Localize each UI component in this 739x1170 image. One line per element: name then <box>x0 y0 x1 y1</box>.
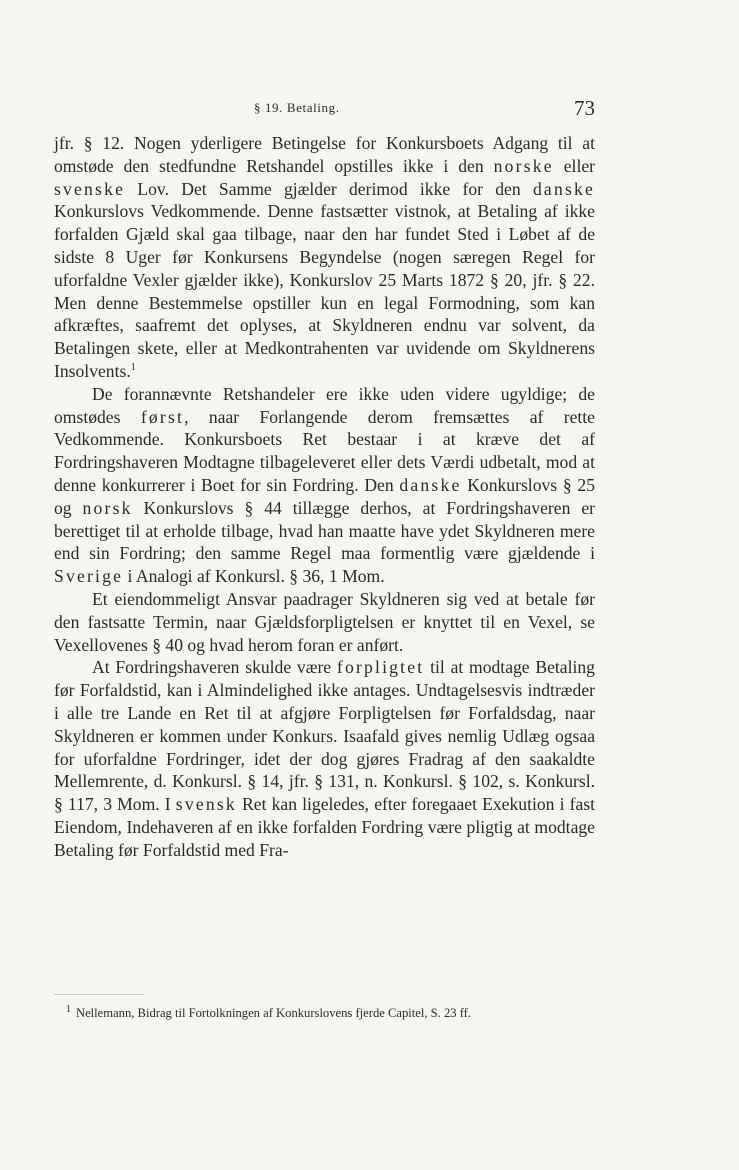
footnote <box>54 1003 595 1023</box>
footnote-text: Nellemann, Bidrag til Fortolkningen af Konkurslovens fjerde Capitel, S. 23 ff. <box>76 1006 471 1020</box>
body-text <box>54 132 595 862</box>
spaced-term: forpligtet <box>336 657 425 678</box>
spaced-term: danske <box>399 474 462 495</box>
spaced-term: svenske <box>54 178 126 199</box>
spaced-term: norsk <box>82 497 133 518</box>
footnote-line <box>54 1003 595 1023</box>
text-run: eller <box>553 155 596 176</box>
spaced-term: danske <box>532 178 595 199</box>
text-run: Konkurslovs Vedkommende. Denne fastsætter vistnok, at Betaling af ikke forfalden Gjæld skal gaa tilbage, naar den har fundet Sted i Løbet af de sidste 8 Uger før Konkursens Begyndelse (nogen særegen Regel for uforfaldne Vexler gjælder ikke), Konkurslov 25 Marts 1872 § 20, jfr. § 22. Men denne Bestemmelse opstiller kun en legal Formodning, som kan afkræftes, saafremt det oplyses, at Skyldneren endnu var solvent, da Betalingen skete, eller at Medkontrahenten var uvidende om Skyldnerens Insolvents. <box>54 201 595 381</box>
paragraph-3 <box>54 588 595 656</box>
paragraph-1 <box>54 132 595 383</box>
text-run: At Fordringshaveren skulde være <box>92 657 337 678</box>
text-run: , naar Forlangende derom fremsættes af rette Vedkommende. Konkursboets Ret bestaar i at kræve det af Fordringshaveren Modtagne tilbageleveret eller dets Værdi udbetalt, mod at denne konkurrerer i Boet for sin Fordring. Den <box>54 406 595 495</box>
text-run: Konkurslovs § 25 og <box>54 474 596 518</box>
text-run: Konkurslovs § 44 tillægge derhos, at Fordringshaveren er berettiget til at erholde tilbage, hvad han maatte have ydet Skyldneren mere end sin Fordring; den samme Regel maa formentlig være gjældende i <box>54 497 595 564</box>
section-heading: § 19. Betaling. <box>254 100 340 115</box>
spaced-term: norske <box>493 155 554 176</box>
paragraph-2 <box>54 383 595 588</box>
text-run: De forannævnte Retshandeler ere ikke uden videre ugyldige; de omstødes <box>54 383 595 427</box>
running-header <box>54 96 595 126</box>
footnote-reference: 1 <box>130 362 136 374</box>
text-run: Lov. Det Samme gjælder derimod ikke for den <box>125 178 533 199</box>
paragraph-4 <box>54 656 595 861</box>
text-run: Ret kan ligeledes, efter foregaaet Exekution i fast Eiendom, Indehaveren af en ikke forfalden Fordring være pligtig at modtage Betaling før Forfaldstid med Fra- <box>54 794 596 860</box>
page-number: 73 <box>574 96 595 120</box>
text-run: i Analogi af Konkursl. § 36, 1 Mom. <box>123 566 385 587</box>
text-run: jfr. § 12. Nogen yderligere Betingelse for Konkursboets Adgang til at omstøde den stedfundne Retshandel opstilles ikke i den <box>54 133 595 176</box>
spaced-term: først <box>140 406 185 427</box>
text-run: Et eiendommeligt Ansvar paadrager Skyldneren sig ved at betale før den fastsatte Termin, naar Gjældsforpligtelsen er knyttet til en Vexel, se Vexellovenes § 40 og hvad herom foran er anført. <box>54 588 595 655</box>
footnote-divider <box>54 994 144 995</box>
spaced-term: svensk <box>175 794 237 815</box>
spaced-term: Sverige <box>54 566 124 587</box>
footnote-mark: 1 <box>66 1003 71 1015</box>
text-run: til at modtage Betaling før Forfaldstid, kan i Almindelighed ikke antages. Undtagelsesvis indtræder i alle tre Lande en Ret til at afgjøre Forpligtelsen før Forfaldsdag, naar Skyldneren er kommen under Konkurs. Isaafald gives nemlig Udlæg ogsaa for uforfaldne Fordringer, idet der dog gjøres Fradrag af den saakaldte Mellemrente, d. Konkursl. § 14, jfr. § 131, n. Konkursl. § 102, s. Konkursl. § 117, 3 Mom. I <box>54 657 595 815</box>
